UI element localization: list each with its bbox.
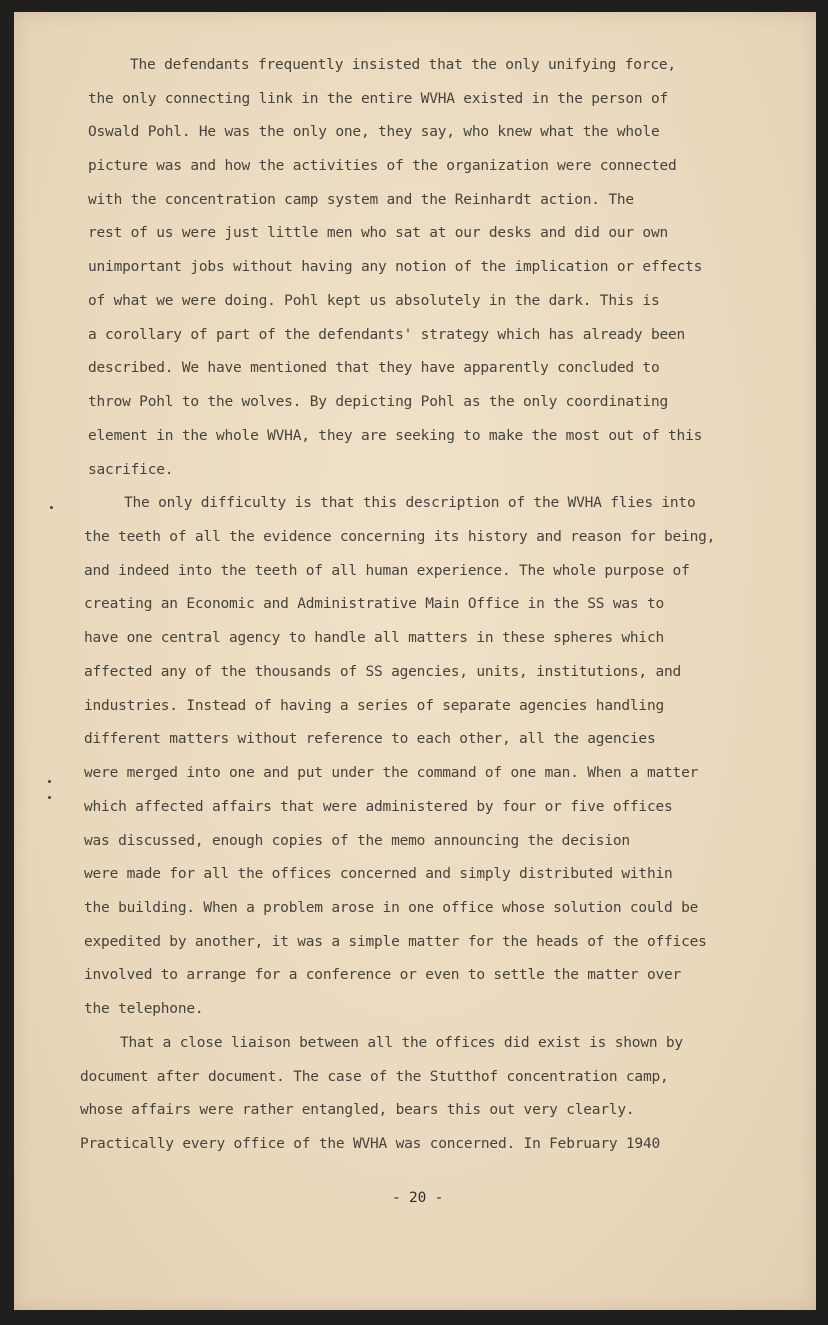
text-line: involved to arrange for a conference or even to settle the matter over xyxy=(84,967,682,983)
text-line: of what we were doing. Pohl kept us absolutely in the dark. This is xyxy=(88,293,660,309)
text-line: the teeth of all the evidence concerning its history and reason for being, xyxy=(84,529,716,545)
text-line: described. We have mentioned that they have apparently concluded to xyxy=(88,360,660,376)
text-line: whose affairs were rather entangled, bears this out very clearly. xyxy=(80,1102,635,1118)
text-line: the building. When a problem arose in one office whose solution could be xyxy=(84,900,699,916)
margin-mark xyxy=(48,780,51,783)
text-line: different matters without reference to each other, all the agencies xyxy=(84,731,656,747)
text-line: sacrifice. xyxy=(88,462,174,478)
text-line: Practically every office of the WVHA was concerned. In February 1940 xyxy=(80,1136,661,1152)
text-line: throw Pohl to the wolves. By depicting Pohl as the only coordinating xyxy=(88,394,669,410)
text-line: unimportant jobs without having any notion of the implication or effects xyxy=(88,259,703,275)
text-line: affected any of the thousands of SS agencies, units, institutions, and xyxy=(84,664,682,680)
text-line: The only difficulty is that this description of the WVHA flies into xyxy=(124,495,696,511)
text-line: have one central agency to handle all matters in these spheres which xyxy=(84,630,665,646)
text-line: document after document. The case of the Stutthof concentration camp, xyxy=(80,1069,669,1085)
document-page xyxy=(14,12,816,1310)
text-line: industries. Instead of having a series of separate agencies handling xyxy=(84,698,665,714)
text-line: were made for all the offices concerned and simply distributed within xyxy=(84,866,673,882)
text-line: the telephone. xyxy=(84,1001,204,1017)
text-line: Oswald Pohl. He was the only one, they say, who knew what the whole xyxy=(88,124,660,140)
text-line: That a close liaison between all the offices did exist is shown by xyxy=(120,1035,683,1051)
text-line: a corollary of part of the defendants' strategy which has already been xyxy=(88,327,686,343)
text-line: expedited by another, it was a simple matter for the heads of the offices xyxy=(84,934,707,950)
text-line: element in the whole WVHA, they are seeking to make the most out of this xyxy=(88,428,703,444)
text-line: creating an Economic and Administrative Main Office in the SS was to xyxy=(84,596,665,612)
text-line: with the concentration camp system and the Reinhardt action. The xyxy=(88,192,634,208)
text-line: picture was and how the activities of the organization were connected xyxy=(88,158,677,174)
margin-mark xyxy=(48,796,51,799)
text-line: was discussed, enough copies of the memo announcing the decision xyxy=(84,833,630,849)
text-line: were merged into one and put under the command of one man. When a matter xyxy=(84,765,699,781)
page-number: - 20 - xyxy=(392,1190,444,1206)
text-line: the only connecting link in the entire WVHA existed in the person of xyxy=(88,91,669,107)
margin-mark xyxy=(50,506,53,509)
text-line: which affected affairs that were administered by four or five offices xyxy=(84,799,673,815)
text-line: The defendants frequently insisted that the only unifying force, xyxy=(130,57,676,73)
text-line: rest of us were just little men who sat at our desks and did our own xyxy=(88,225,669,241)
text-line: and indeed into the teeth of all human experience. The whole purpose of xyxy=(84,563,690,579)
typed-text-body xyxy=(14,12,816,1310)
